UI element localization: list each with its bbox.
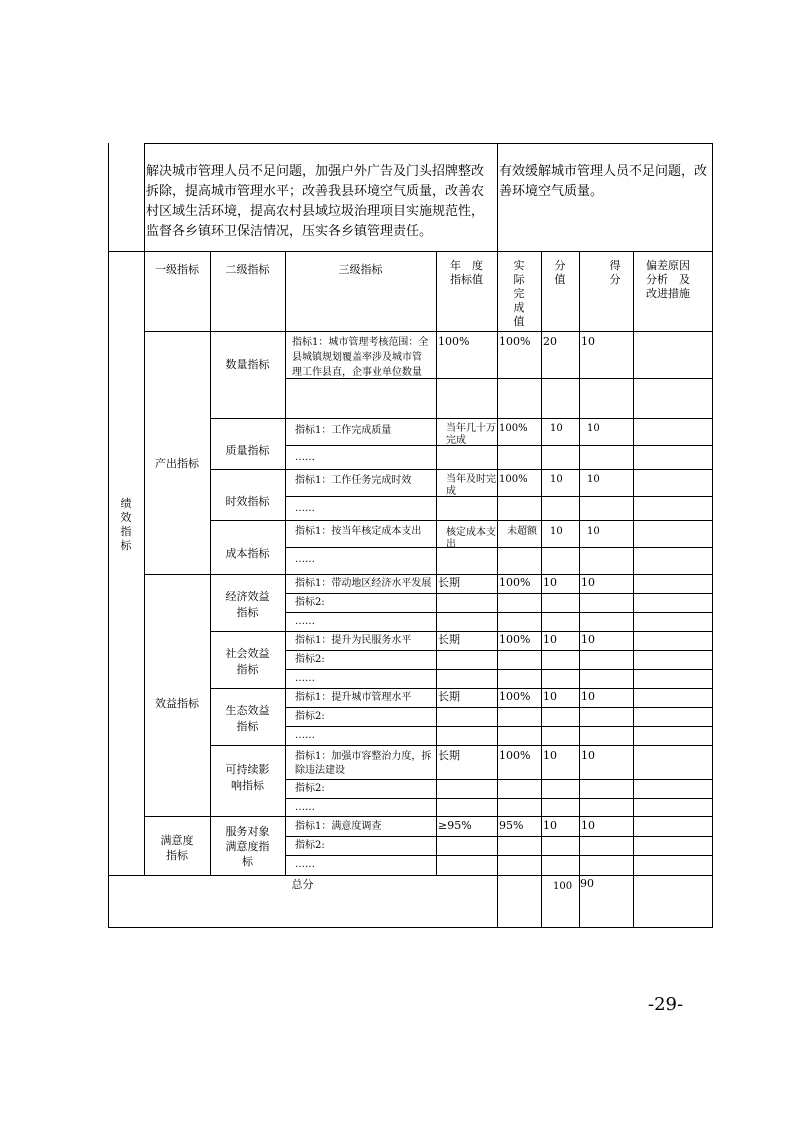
annual-value: 长期 bbox=[438, 690, 460, 703]
sub-quantity: 数量指标 bbox=[225, 358, 270, 371]
header-annual-line: 年 度 bbox=[450, 259, 483, 272]
score-value: 10 bbox=[581, 576, 595, 589]
sub-sustain-line: 可持续影 bbox=[225, 763, 270, 776]
sub-economic bbox=[210, 589, 285, 621]
group-satisfaction-line: 指标 bbox=[166, 849, 188, 862]
indicator-2: 指标2: bbox=[295, 711, 325, 722]
indicator-text: 指标1：提升为民服务水平 bbox=[295, 635, 412, 646]
annual-line: 成 bbox=[446, 486, 456, 497]
header-level2: 二级指标 bbox=[225, 263, 270, 276]
indicator-text: 指标1：按当年核定成本支出 bbox=[295, 526, 422, 537]
indicator-more: …… bbox=[295, 859, 315, 870]
indicator-more: …… bbox=[295, 554, 315, 565]
weight-value: 10 bbox=[550, 474, 563, 485]
actual-value: 95% bbox=[499, 819, 524, 832]
annual-line: 出 bbox=[446, 539, 456, 550]
indicator-more: …… bbox=[295, 452, 315, 463]
section-label-char: 指 bbox=[120, 525, 132, 538]
indicator-more: …… bbox=[295, 730, 315, 741]
header-actual bbox=[497, 259, 541, 329]
actual-value: 100% bbox=[499, 474, 528, 485]
header-reason bbox=[646, 259, 708, 301]
indicator-more: …… bbox=[295, 802, 315, 813]
group-satisfaction-line: 满意度 bbox=[160, 834, 194, 847]
weight-value: 10 bbox=[550, 423, 563, 434]
actual-value: 100% bbox=[499, 690, 531, 703]
score-value: 10 bbox=[581, 690, 595, 703]
header-annual-line: 指标值 bbox=[450, 273, 483, 286]
indicator-line: 理工作县直，企事业单位数量 bbox=[292, 367, 422, 378]
header-actual-char: 实 bbox=[513, 259, 525, 272]
weight-value: 10 bbox=[543, 690, 557, 703]
actual-value: 100% bbox=[499, 749, 531, 762]
goal-line: 有效缓解城市管理人员不足问题，改 bbox=[499, 164, 708, 179]
score-value: 10 bbox=[587, 423, 600, 434]
annual-value: ≥95% bbox=[438, 819, 472, 832]
section-label bbox=[116, 497, 136, 553]
actual-value: 100% bbox=[499, 335, 531, 348]
annual-line: 当年几十万 bbox=[446, 423, 496, 434]
sub-ecological bbox=[210, 703, 285, 735]
annual-line: 核定成本支 bbox=[446, 527, 496, 538]
header-actual-char: 际 bbox=[513, 273, 525, 286]
sub-social-line: 指标 bbox=[236, 663, 259, 676]
annual-line: 完成 bbox=[446, 435, 466, 446]
goal-line: 拆除，提高城市管理水平；改善我县环境空气质量，改善农 bbox=[146, 184, 485, 199]
sub-service-line: 满意度指 bbox=[225, 840, 270, 853]
sub-social-line: 社会效益 bbox=[225, 647, 270, 660]
total-weight: 100 bbox=[553, 881, 573, 892]
header-reason-line: 偏差原因 bbox=[646, 259, 690, 272]
weight-value: 10 bbox=[543, 819, 557, 832]
table-row-quantity-indicator bbox=[292, 335, 428, 380]
indicator-line: 除违法建设 bbox=[295, 765, 345, 776]
weight-value: 10 bbox=[543, 633, 557, 646]
sub-sustain bbox=[210, 762, 285, 794]
header-score bbox=[579, 259, 633, 287]
section-label-char: 绩 bbox=[120, 497, 132, 510]
indicator-text bbox=[295, 750, 431, 778]
header-weight bbox=[541, 259, 579, 287]
annual-value bbox=[446, 423, 496, 447]
indicator-2: 指标2: bbox=[295, 597, 325, 608]
group-output: 产出指标 bbox=[155, 457, 199, 470]
actual-value: 100% bbox=[499, 576, 531, 589]
indicator-2: 指标2: bbox=[295, 840, 325, 851]
header-reason-line: 分析 及 bbox=[646, 273, 690, 286]
indicator-line: 指标1：城市管理考核范围：全 bbox=[292, 337, 429, 348]
sub-ecological-line: 指标 bbox=[236, 720, 259, 733]
header-reason-line: 改进措施 bbox=[646, 287, 690, 300]
goal-line: 解决城市管理人员不足问题，加强户外广告及门头招牌整改 bbox=[146, 164, 485, 179]
indicator-line: 指标1：加强市容整治力度，拆 bbox=[295, 751, 432, 762]
score-value: 10 bbox=[587, 526, 600, 537]
indicator-2: 指标2: bbox=[295, 783, 325, 794]
sub-social bbox=[210, 646, 285, 678]
sub-cost: 成本指标 bbox=[225, 547, 270, 560]
indicator-text: 指标1：带动地区经济水平发展 bbox=[295, 578, 432, 589]
header-annual bbox=[436, 259, 497, 287]
annual-value: 100% bbox=[438, 335, 470, 348]
actual-value: 未超额 bbox=[507, 526, 537, 537]
total-label: 总分 bbox=[291, 878, 314, 891]
score-value: 10 bbox=[581, 749, 595, 762]
score-value: 10 bbox=[581, 819, 595, 832]
indicator-text: 指标1：满意度调查 bbox=[295, 821, 382, 832]
total-score: 90 bbox=[580, 877, 594, 890]
header-actual-char: 成 bbox=[513, 301, 525, 314]
score-value: 10 bbox=[581, 633, 595, 646]
indicator-line: 县城镇规划覆盖率涉及城市管 bbox=[292, 352, 422, 363]
sub-sustain-line: 响指标 bbox=[231, 779, 264, 792]
goal-text-right bbox=[499, 162, 707, 202]
page-number: -29- bbox=[648, 994, 684, 1015]
indicator-text: 指标1：工作完成质量 bbox=[295, 425, 392, 436]
actual-value: 100% bbox=[499, 633, 531, 646]
sub-timeliness: 时效指标 bbox=[225, 495, 270, 508]
annual-value: 长期 bbox=[438, 633, 460, 646]
actual-value: 100% bbox=[499, 423, 528, 434]
header-weight-char: 值 bbox=[554, 273, 566, 286]
sub-service bbox=[210, 824, 285, 869]
annual-value bbox=[446, 474, 496, 498]
section-label-char: 效 bbox=[120, 511, 132, 524]
goal-line: 监督各乡镇环卫保洁情况，压实各乡镇管理责任。 bbox=[146, 224, 433, 239]
weight-value: 10 bbox=[550, 526, 563, 537]
goal-text-left bbox=[146, 162, 484, 242]
sub-service-line: 标 bbox=[242, 855, 253, 868]
header-level3: 三级指标 bbox=[338, 263, 383, 276]
weight-value: 10 bbox=[543, 576, 557, 589]
sub-economic-line: 指标 bbox=[236, 606, 259, 619]
goal-line: 村区域生活环境，提高农村县域垃圾治理项目实施规范性， bbox=[146, 204, 485, 219]
sub-quality: 质量指标 bbox=[225, 444, 270, 457]
indicator-text: 指标1：工作任务完成时效 bbox=[295, 475, 412, 486]
header-score-char: 得 bbox=[609, 259, 621, 272]
score-value: 10 bbox=[587, 474, 600, 485]
indicator-more: …… bbox=[295, 616, 315, 627]
sub-service-line: 服务对象 bbox=[225, 825, 270, 838]
annual-line: 当年及时完 bbox=[446, 474, 496, 485]
section-label-char: 标 bbox=[120, 539, 132, 552]
sub-economic-line: 经济效益 bbox=[225, 590, 270, 603]
sub-ecological-line: 生态效益 bbox=[225, 704, 270, 717]
annual-value bbox=[446, 527, 496, 551]
indicator-2: 指标2: bbox=[295, 654, 325, 665]
header-level1: 一级指标 bbox=[155, 263, 199, 276]
score-value: 10 bbox=[581, 335, 595, 348]
annual-value: 长期 bbox=[438, 749, 460, 762]
indicator-more: …… bbox=[295, 673, 315, 684]
indicator-text: 指标1：提升城市管理水平 bbox=[295, 692, 412, 703]
header-score-char: 分 bbox=[609, 273, 621, 286]
group-satisfaction bbox=[144, 833, 210, 863]
weight-value: 20 bbox=[543, 335, 557, 348]
annual-value: 长期 bbox=[438, 576, 460, 589]
weight-value: 10 bbox=[543, 749, 557, 762]
group-benefit: 效益指标 bbox=[155, 697, 199, 710]
indicator-more: …… bbox=[295, 503, 315, 514]
header-weight-char: 分 bbox=[554, 259, 566, 272]
header-actual-char: 完 bbox=[513, 287, 525, 300]
goal-line: 善环境空气质量。 bbox=[499, 184, 604, 199]
header-actual-char: 值 bbox=[513, 315, 525, 328]
